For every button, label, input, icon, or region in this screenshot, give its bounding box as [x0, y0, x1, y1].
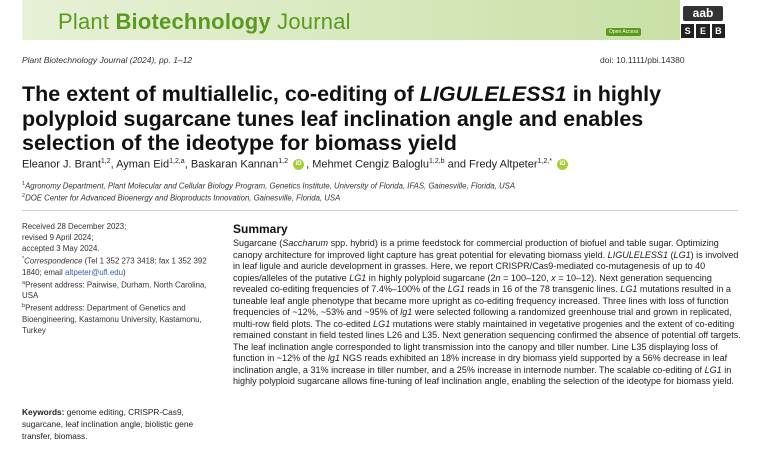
keywords: [22, 406, 222, 442]
summary-italic: LG1: [373, 318, 391, 329]
summary-run: reads in 16 of the 78 transgenic lines.: [464, 284, 621, 294]
present-address-b: [22, 301, 218, 336]
affiliation-text: DOE Center for Advanced Bioenergy and Bioproducts Innovation, Gainesville, Florida, USA: [25, 193, 341, 203]
author-affil: 1,2: [278, 158, 289, 165]
citation-line: Plant Biotechnology Journal (2024), pp. 1–12: [22, 55, 193, 65]
author-affil: 1,2,b: [429, 158, 445, 165]
keywords-label: Keywords:: [22, 407, 65, 417]
summary-run: = 100–120,: [500, 272, 552, 283]
publisher-logo[interactable]: [681, 6, 725, 42]
present-address-text: Present address: Pairwise, Durham, North Carolina, USA: [22, 280, 207, 301]
summary-italic: x: [551, 272, 556, 283]
seb-logo: [681, 24, 725, 38]
summary-run: mutations were stably maintained in vegetative progenies and the extent of co-editing remained constant in field tested lines L26 and L35. Next generation sequencing confirmed the absence of potential off targets. The leaf inclination angle corresponded to light transmission into the canopy and tiller number. Line L35 displaying loss of function in ~12% of the: [233, 318, 741, 363]
title-part1: The extent of multiallelic, co-editing of: [22, 82, 420, 106]
author-separator: ,: [110, 158, 117, 171]
journal-name[interactable]: [58, 9, 351, 35]
header-divider: [22, 210, 738, 211]
affiliation-number: 2: [22, 193, 26, 199]
author-affil: 1,2,a: [169, 158, 185, 165]
summary-heading: Summary: [233, 222, 288, 236]
journal-name-part1: Plant: [58, 9, 116, 34]
email-link[interactable]: altpeter@ufl.edu: [65, 267, 124, 277]
seb-letter-s: S: [681, 24, 694, 38]
journal-banner: [22, 0, 680, 40]
summary-italic: lg1: [400, 307, 413, 317]
author-affil: 1,2: [100, 158, 111, 165]
correspondence-label: Correspondence: [24, 256, 83, 266]
correspondence: *Correspondence (Tel 1 352 273 3418; fax 1 352 392 1840; email altpeter@ufl.edu): [22, 256, 207, 277]
accepted-date: accepted 3 May 2024.: [22, 244, 100, 253]
present-address-a: [22, 278, 218, 302]
author-name[interactable]: Baskaran Kannan: [190, 158, 279, 171]
summary-run: in highly polyploid sugarcane (2: [366, 272, 496, 283]
article-history: [22, 221, 218, 336]
affiliation-text: Agronomy Department, Plant Molecular and Cellular Biology Program, Genetics Institute, University of Florida, IFAS, Gainesville, Florida, USA: [25, 181, 516, 191]
doi-link[interactable]: doi: 10.1111/pbi.14380: [600, 55, 685, 65]
summary-italic: LIGULELESS1: [607, 249, 669, 260]
title-gene-name: LIGULELESS1: [419, 82, 567, 106]
seb-letter-e: E: [696, 24, 709, 38]
affiliation-number: 1: [22, 181, 26, 187]
present-address-marker: b: [22, 303, 26, 310]
summary-italic: Saccharum: [282, 238, 329, 248]
summary-run: spp. hybrid) is a prime feedstock for commercial production of biofuel and table sugar. Optimizing canopy architecture for improved light capture has great potential for elevating biomass yield.: [233, 238, 719, 260]
keywords-list: genome editing, CRISPR-Cas9, sugarcane, leaf inclination angle, biolistic gene transfer, biomass.: [22, 407, 194, 441]
open-access-badge: Open Access: [606, 28, 641, 36]
affiliation-2: [22, 193, 340, 203]
present-address-marker: a: [22, 279, 26, 286]
aab-logo-text: aab: [683, 6, 723, 21]
summary-run: were selected following a randomized greenhouse trial and grown in replicated, multi-row field plots. The co-edited: [233, 307, 732, 329]
seb-letter-b: B: [712, 24, 725, 38]
author-affil: 1,2,*: [537, 158, 552, 165]
summary-run: NGS reads exhibited an 18% increase in dry biomass yield supported by a 56% decrease in leaf inclination angle, a 31% increase in tiller number, and a 25% increase in internode number. The scalable co-editing of: [233, 353, 728, 375]
author-name[interactable]: Ayman Eid: [116, 158, 170, 171]
summary-run: = 10–12). Next generation sequencing revealed co-editing frequencies of 7.4%–100% of the: [233, 272, 712, 294]
summary-run: ) is involved in leaf ligule and auricle development in grasses. Here, we report CRISPR/Cas9-mediated co-mutagenesis of up to 40 copies/alleles of the putative: [233, 249, 739, 283]
summary-run: in highly polyploid sugarcane allows fine-tuning of leaf inclination angle, enabling the selection of the ideotype for biomass yield.: [233, 364, 734, 386]
title-part2: in highly polyploid sugarcane tunes leaf inclination angle and enables selection of the ideotype for biomass yield: [22, 82, 662, 155]
summary-run: (: [668, 249, 674, 260]
summary-italic: LG1: [620, 284, 638, 294]
author-name[interactable]: Eleanor J. Brant: [22, 158, 101, 171]
journal-name-part2: Biotechnology: [115, 9, 271, 34]
received-date: Received 28 December 2023;: [22, 222, 127, 231]
affiliation-1: [22, 181, 515, 191]
orcid-icon[interactable]: iD: [293, 159, 304, 170]
summary-italic: LG1: [349, 272, 367, 283]
summary-run: Sugarcane (: [233, 238, 283, 248]
summary-text: [233, 238, 741, 388]
correspondence-end: ): [123, 267, 126, 277]
author-separator: ,: [306, 158, 313, 171]
summary-italic: LG1: [447, 284, 465, 294]
author-separator: ,: [184, 158, 191, 171]
summary-italic: LG1: [704, 364, 722, 375]
present-address-text: Present address: Department of Genetics and Bioengineering, Kastamonu University, Kastamonu, Turkey: [22, 303, 202, 335]
article-title: [22, 82, 742, 156]
summary-italic: lg1: [327, 353, 340, 363]
summary-italic: LG1: [673, 249, 691, 260]
correspondence-text: (Tel 1 352 273 3418; fax 1 352 392 1840; email: [22, 256, 207, 277]
summary-run: mutations resulted in a tuneable leaf angle phenotype that became more upright as co-editing frequency increased. Three lines with loss of function frequencies of ~12%, ~53% and ~95% of: [233, 284, 731, 317]
revised-date: revised 9 April 2024;: [22, 233, 94, 242]
summary-italic: n: [495, 272, 501, 283]
author-list: [22, 158, 570, 171]
journal-name-part3: Journal: [270, 9, 351, 34]
author-name[interactable]: Mehmet Cengiz Baloglu: [312, 158, 429, 171]
author-separator: and: [444, 158, 470, 171]
orcid-icon[interactable]: iD: [557, 159, 568, 170]
author-name[interactable]: Fredy Altpeter: [469, 158, 538, 171]
